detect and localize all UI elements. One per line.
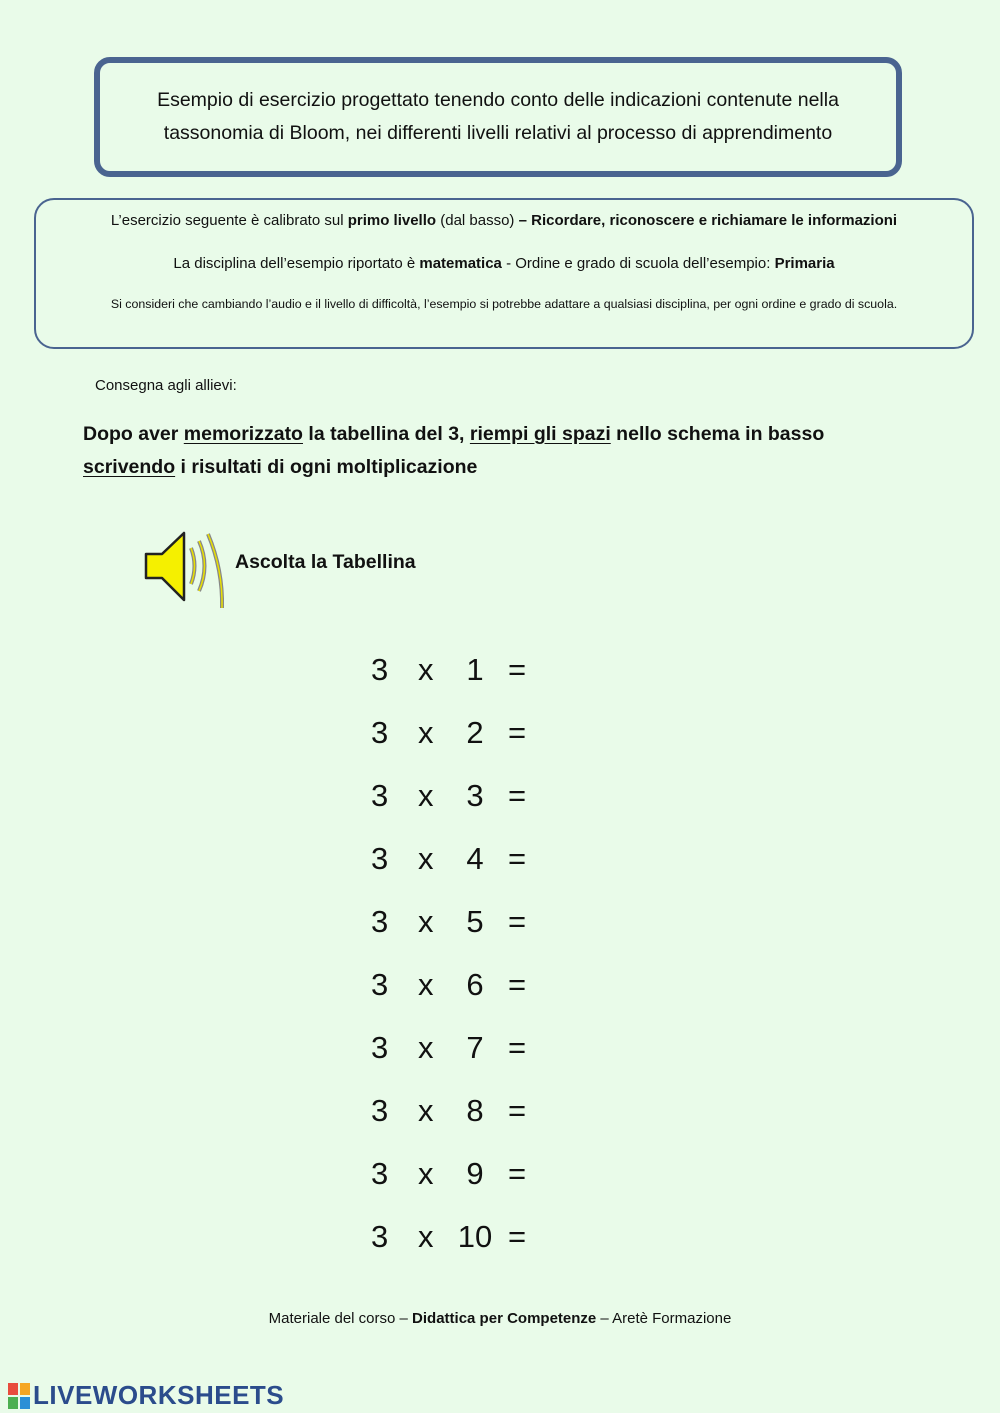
equals-sign: = (508, 904, 527, 939)
audio-label[interactable]: Ascolta la Tabellina (235, 551, 416, 573)
equals-sign: = (508, 967, 527, 1002)
logo-icon (8, 1383, 30, 1409)
equals-sign: = (508, 841, 527, 876)
instr-text: i risultati di ogni moltiplicazione (175, 456, 478, 478)
operator: x (418, 778, 434, 813)
instr-underlined: riempi gli spazi (469, 423, 611, 445)
footer-text: – Aretè Formazione (596, 1310, 732, 1327)
table-row (360, 904, 560, 967)
operator: x (418, 1156, 434, 1191)
info-line-2 (36, 255, 972, 272)
factor-a: 3 (371, 841, 389, 876)
factor-b: 9 (466, 1156, 484, 1191)
info-line-1 (36, 212, 972, 229)
instr-text: Dopo aver (83, 423, 184, 445)
factor-a: 3 (371, 778, 389, 813)
equals-sign: = (508, 1093, 527, 1128)
table-row (360, 967, 560, 1030)
info-text: - Ordine e grado di scuola dell’esempio: (501, 255, 775, 272)
info-text: (dal basso) (436, 212, 519, 229)
factor-b: 10 (457, 1219, 493, 1254)
factor-b: 8 (466, 1093, 484, 1128)
instr-underlined: memorizzato (183, 423, 303, 445)
info-line-3: Si consideri che cambiando l’audio e il livello di difficoltà, l’esempio si potrebbe adattare a qualsiasi disciplina, per ogni ordine e grado di scuola. (110, 297, 898, 311)
info-bold: – Ricordare, riconoscere e richiamare le informazioni (518, 212, 898, 229)
factor-a: 3 (371, 1093, 389, 1128)
factor-a: 3 (371, 1156, 389, 1191)
factor-b: 5 (466, 904, 484, 939)
logo-text: LIVEWORKSHEETS (33, 1380, 285, 1410)
operator: x (418, 1030, 434, 1065)
table-row (360, 841, 560, 904)
equals-sign: = (508, 652, 527, 687)
header-box (94, 57, 902, 177)
factor-a: 3 (371, 1219, 389, 1254)
equals-sign: = (508, 1030, 527, 1065)
factor-a: 3 (371, 715, 389, 750)
info-text: L’esercizio seguente è calibrato sul (110, 212, 348, 229)
speaker-icon[interactable] (140, 528, 235, 612)
factor-a: 3 (371, 967, 389, 1002)
operator: x (418, 1219, 434, 1254)
table-row (360, 1219, 560, 1282)
factor-b: 7 (466, 1030, 484, 1065)
factor-a: 3 (371, 904, 389, 939)
multiplication-table (360, 652, 560, 1282)
info-bold: Primaria (774, 255, 835, 272)
header-line-1: Esempio di esercizio progettato tenendo conto delle indicazioni contenute nella (157, 89, 839, 111)
factor-b: 6 (466, 967, 484, 1002)
operator: x (418, 904, 434, 939)
equals-sign: = (508, 715, 527, 750)
operator: x (418, 715, 434, 750)
info-box (34, 198, 974, 349)
table-row (360, 1093, 560, 1156)
table-row (360, 778, 560, 841)
operator: x (418, 1093, 434, 1128)
footer (0, 1310, 1000, 1327)
instructions (83, 418, 923, 484)
consegna-label: Consegna agli allievi: (95, 377, 237, 394)
instr-text: la tabellina del 3, (302, 423, 470, 445)
factor-b: 2 (466, 715, 484, 750)
factor-a: 3 (371, 652, 389, 687)
equals-sign: = (508, 1156, 527, 1191)
factor-b: 3 (466, 778, 484, 813)
operator: x (418, 841, 434, 876)
table-row (360, 1156, 560, 1219)
header-line-2: tassonomia di Bloom, nei differenti livelli relativi al processo di apprendimento (163, 122, 833, 144)
info-bold: matematica (419, 255, 502, 272)
instr-underlined: scrivendo (83, 456, 176, 478)
instr-text: nello schema in basso (610, 423, 825, 445)
operator: x (418, 652, 434, 687)
footer-course: Didattica per Competenze (412, 1310, 597, 1327)
equals-sign: = (508, 778, 527, 813)
table-row (360, 652, 560, 715)
factor-a: 3 (371, 1030, 389, 1065)
operator: x (418, 967, 434, 1002)
table-row (360, 715, 560, 778)
equals-sign: = (508, 1219, 527, 1254)
footer-text: Materiale del corso – (268, 1310, 413, 1327)
info-text: La disciplina dell’esempio riportato è (173, 255, 420, 272)
table-row (360, 1030, 560, 1093)
factor-b: 4 (466, 841, 484, 876)
liveworksheets-logo[interactable] (8, 1380, 284, 1411)
info-bold: primo livello (347, 212, 437, 229)
factor-b: 1 (466, 652, 484, 687)
